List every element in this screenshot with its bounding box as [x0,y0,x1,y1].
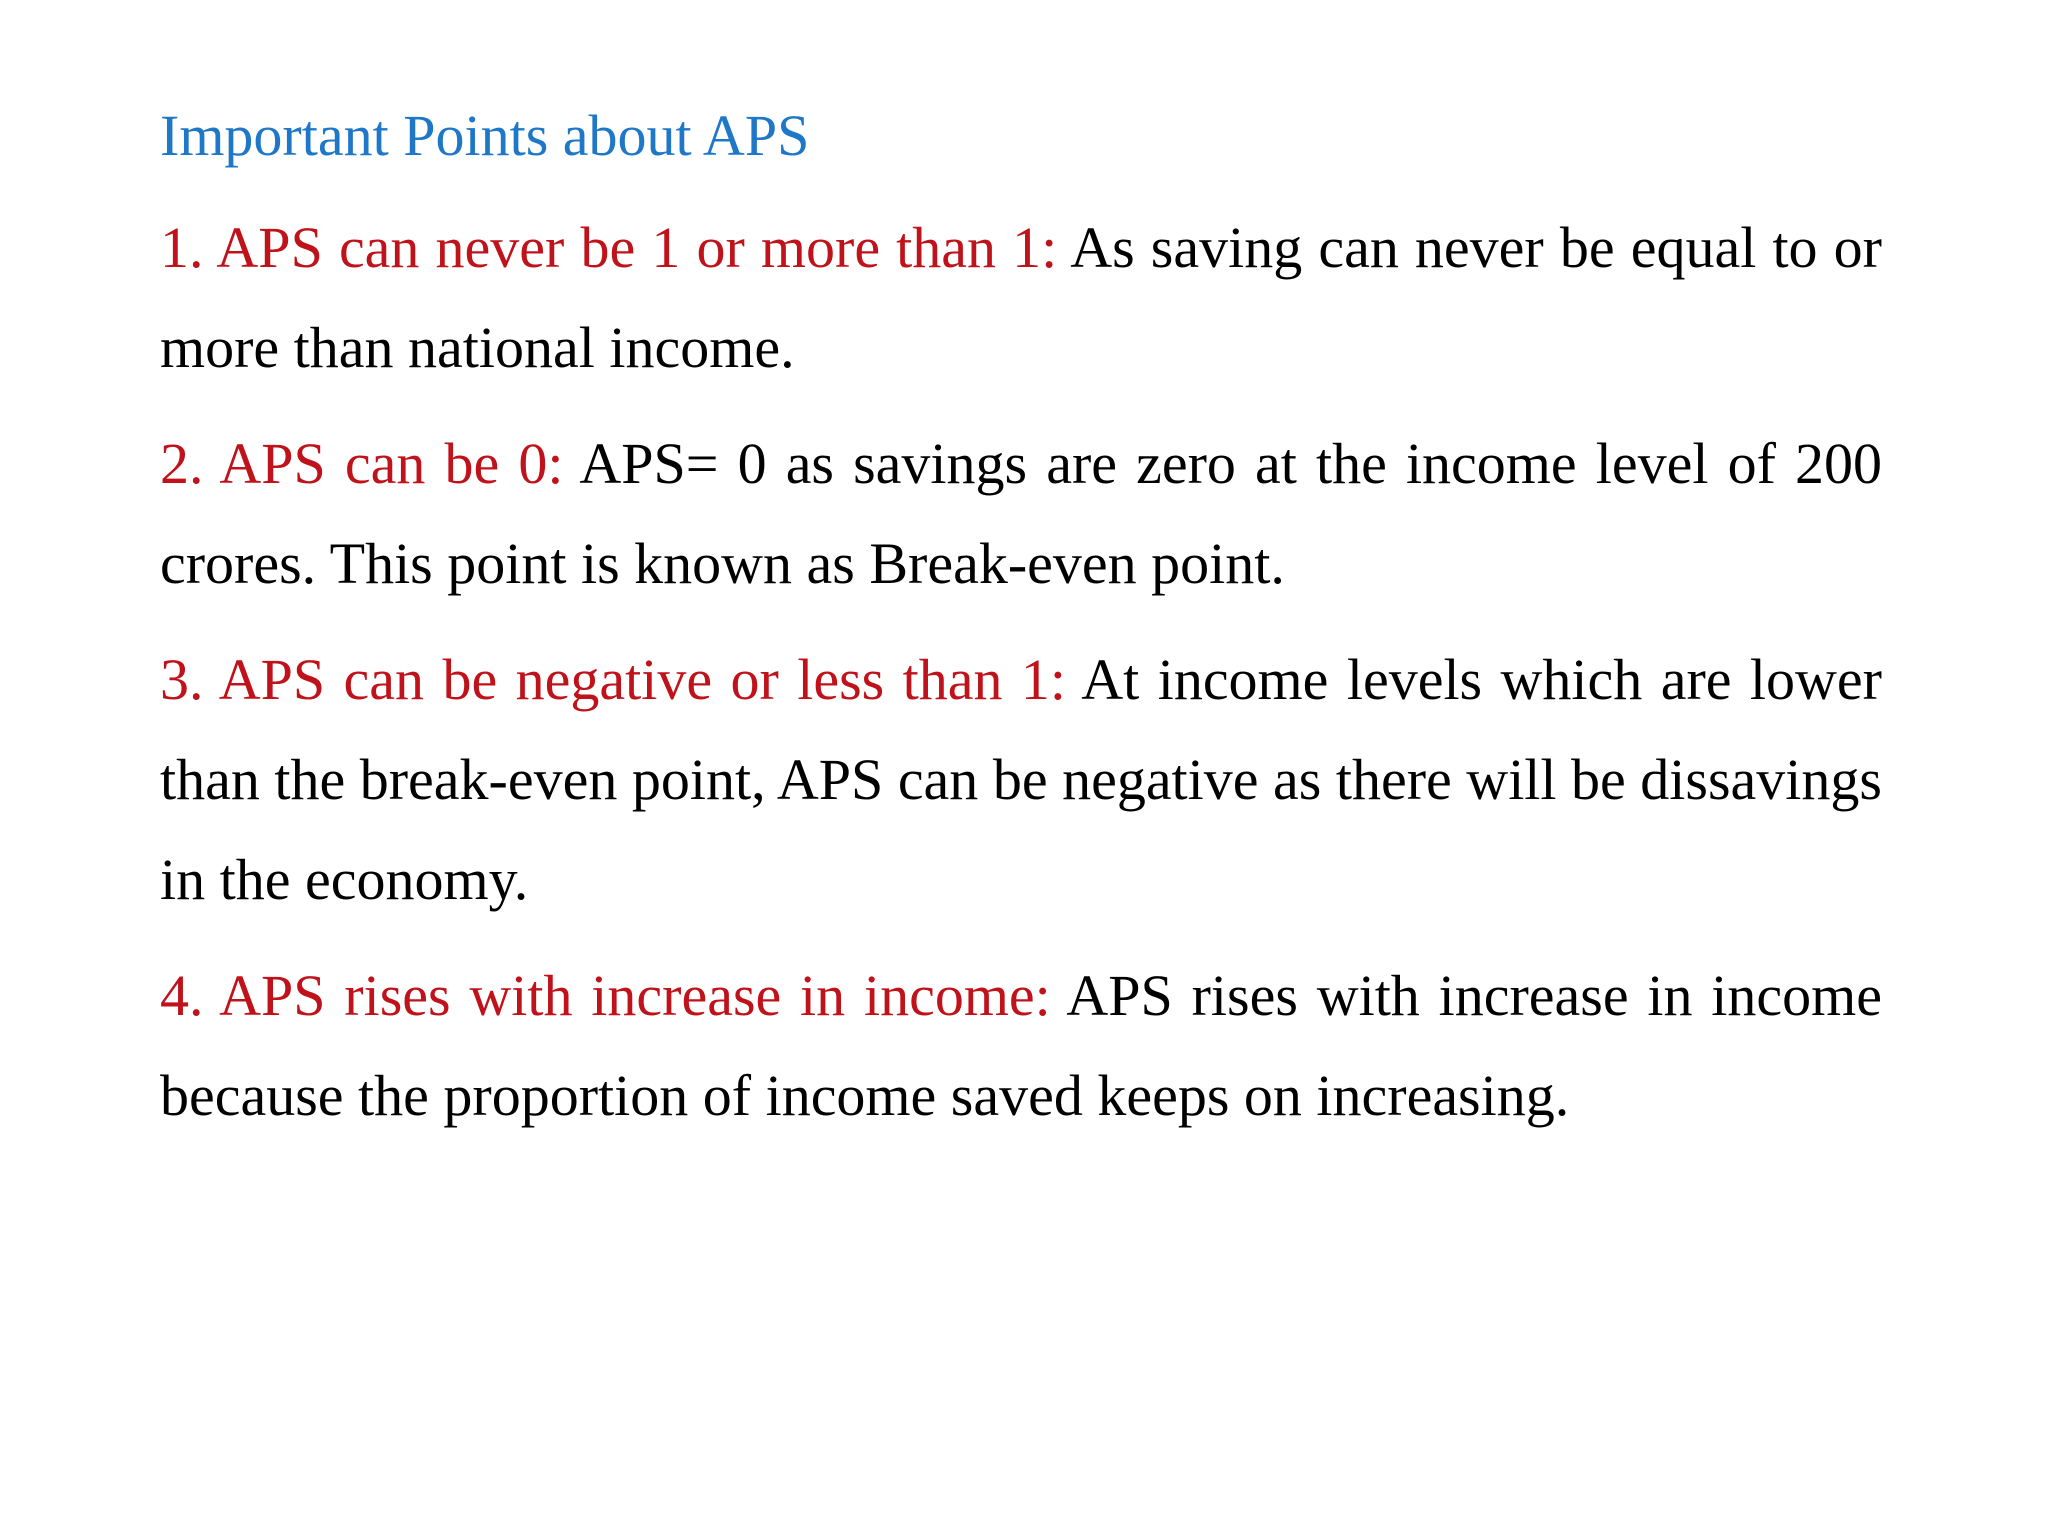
slide-content [160,96,1882,1162]
point-4-heading: 4. APS rises with increase in income: [160,963,1051,1028]
point-2-heading: 2. APS can be 0: [160,431,564,496]
point-2-text: APS= 0 as savings are zero at the income level of 200 crores. This point is known as Break-even point. [160,431,1882,596]
point-1-heading: 1. APS can never be 1 or more than 1: [160,215,1058,280]
point-2 [160,414,1882,614]
point-1-text: As saving can never be equal to or more than national income. [160,215,1882,380]
point-4-text: APS rises with increase in income because the proportion of income saved keeps on increasing. [160,963,1882,1128]
point-3-text: At income levels which are lower than the break-even point, APS can be negative as there will be dissavings in the economy. [160,647,1882,912]
slide-title: Important Points about APS [160,103,810,168]
point-1 [160,198,1882,398]
point-3 [160,630,1882,930]
point-4 [160,946,1882,1146]
point-3-heading: 3. APS can be negative or less than 1: [160,647,1067,712]
